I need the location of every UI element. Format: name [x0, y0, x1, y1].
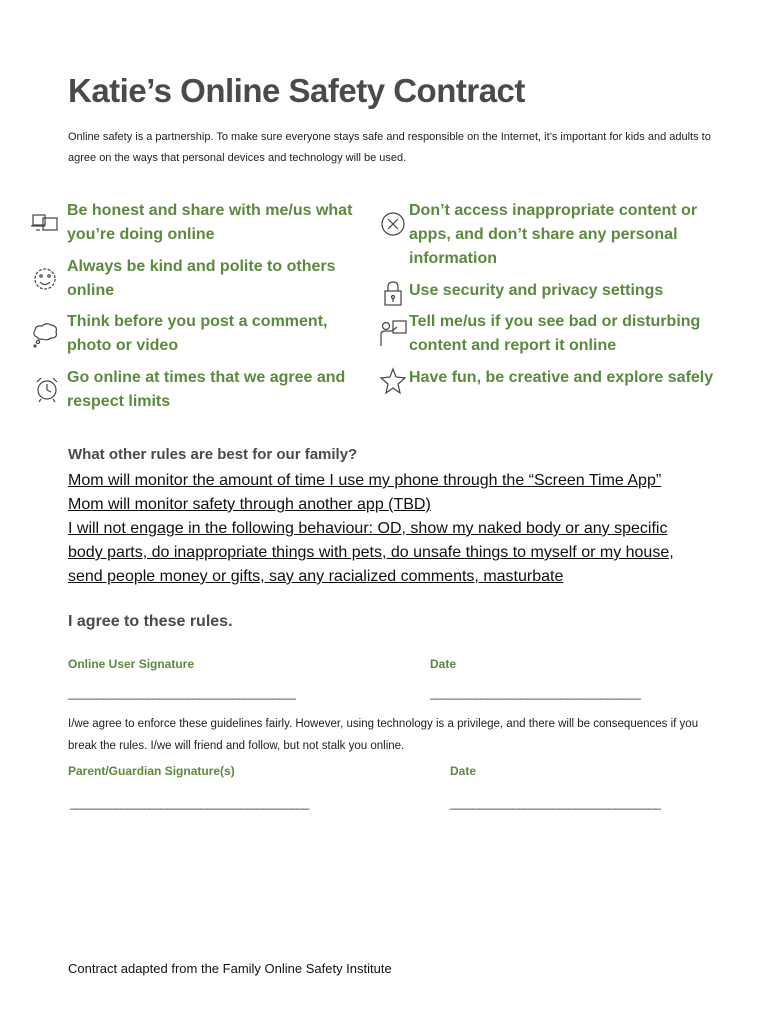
lock-icon	[378, 278, 408, 308]
rule-honest: Be honest and share with me/us what you’re doing online	[67, 202, 353, 243]
family-rule-line: send people money or gifts, say any racialized comments, masturbate	[68, 568, 564, 585]
devices-icon	[30, 209, 60, 239]
user-date-line[interactable]: _____________________________________	[430, 686, 640, 700]
smiley-icon	[30, 264, 60, 294]
enforce-paragraph: I/we agree to enforce these guidelines fairly. However, using technology is a privilege, and there will be consequences if you break the rules. I/we will friend and follow, but not stalk you online.	[68, 718, 699, 752]
intro-paragraph: Online safety is a partnership. To make sure everyone stays safe and responsible on the Internet, it’s important for kids and adults to agree on the ways that personal devices and technology will be used.	[68, 131, 711, 164]
family-rule-line: body parts, do inappropriate things with pets, do unsafe things to myself or my house,	[68, 544, 674, 561]
parent-signature-line[interactable]: __________________________________________	[70, 796, 309, 810]
family-rule-line: I will not engage in the following behaviour: OD, show my naked body or any specific	[68, 520, 668, 537]
rule-content: Don’t access inappropriate content or apps, and don’t share any personal information	[409, 202, 698, 267]
report-icon	[378, 318, 408, 348]
user-signature-line[interactable]: ________________________________________	[68, 686, 295, 700]
parent-date-line[interactable]: _____________________________________	[450, 796, 660, 810]
thought-bubble-icon	[30, 320, 60, 350]
rule-kind: Always be kind and polite to others online	[67, 258, 336, 299]
parent-date-label: Date	[450, 764, 477, 778]
footer-credit: Contract adapted from the Family Online Safety Institute	[68, 961, 392, 976]
family-question: What other rules are best for our family?	[68, 446, 358, 463]
family-rule-line: Mom will monitor the amount of time I use my phone through the “Screen Time App”	[68, 472, 662, 489]
alarm-clock-icon	[32, 374, 62, 404]
star-icon	[378, 366, 408, 396]
page-title: Katie’s Online Safety Contract	[68, 72, 525, 109]
user-signature-label: Online User Signature	[68, 657, 195, 671]
family-rules-list	[68, 469, 698, 589]
rule-report: Tell me/us if you see bad or disturbing content and report it online	[409, 313, 701, 354]
parent-signature-label: Parent/Guardian Signature(s)	[68, 764, 235, 778]
family-rule-line: Mom will monitor safety through another app (TBD)	[68, 496, 431, 513]
rule-fun: Have fun, be creative and explore safely	[409, 369, 714, 386]
rule-think: Think before you post a comment, photo or video	[67, 313, 328, 354]
agree-heading: I agree to these rules.	[68, 613, 233, 630]
rule-times: Go online at times that we agree and respect limits	[67, 369, 346, 410]
user-date-label: Date	[430, 657, 457, 671]
rule-security: Use security and privacy settings	[409, 282, 664, 299]
no-entry-icon	[378, 209, 408, 239]
